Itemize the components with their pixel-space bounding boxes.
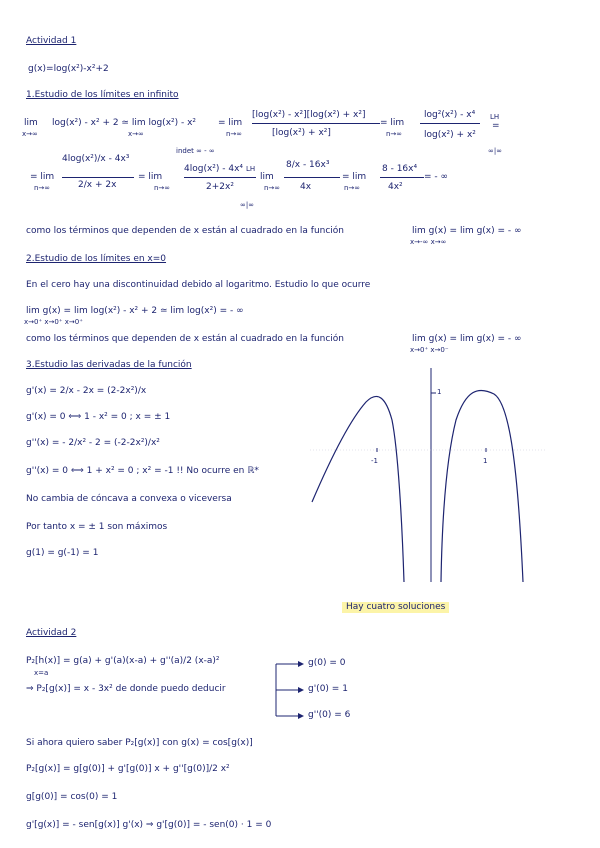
inf-over-inf-label: ∞|∞: [488, 147, 503, 155]
taylor-sub: x=a: [34, 669, 49, 677]
limit2-eq-4: = lim: [342, 172, 367, 182]
conclusion2-limit: lim g(x) = lim g(x) = - ∞: [412, 334, 522, 344]
limit2-frac-den: 2/x + 2x: [78, 180, 117, 190]
result-g1: g'(0) = 1: [308, 684, 348, 694]
solutions-highlight: Hay cuatro soluciones: [342, 602, 449, 613]
limit2-eq-2: = lim: [138, 172, 163, 182]
limit2-sub-4: n→∞: [344, 184, 361, 192]
limit-expression: log(x²) - x² + 2 ≃ lim log(x²) - x²: [52, 118, 197, 128]
taylor-polynomial: P₂[h(x)] = g(a) + g'(a)(x-a) + g''(a)/2 (x-a)²: [26, 656, 220, 666]
lhopital-label: LH: [490, 113, 500, 121]
limit-sub-3: n→∞: [226, 130, 243, 138]
conclusion1-limit: lim g(x) = lim g(x) = - ∞: [412, 226, 522, 236]
limit2-eq-3: lim: [260, 172, 274, 182]
result-g2: g''(0) = 6: [308, 710, 351, 720]
deduce-line: ⇒ P₂[g(x)] = x - 3x² de donde puedo deducir: [26, 684, 226, 694]
conclusion1-text: como los términos que dependen de x están al cuadrado en la función: [26, 226, 345, 236]
limit2-sub-3: n→∞: [264, 184, 281, 192]
function-definition: g(x)=log(x²)-x²+2: [28, 64, 109, 74]
conclusion2-sub: x→0⁺ x→0⁻: [410, 346, 449, 354]
section3-title: 3.Estudio las derivadas de la función: [26, 360, 192, 370]
limit-sub-2: x→∞: [128, 130, 144, 138]
function-values: g(1) = g(-1) = 1: [26, 548, 99, 558]
limit2-eq: = lim: [30, 172, 55, 182]
section1-title: 1.Estudio de los límites en infinito: [26, 90, 179, 100]
limit-eq-2: = lim: [380, 118, 405, 128]
section2-limit: lim g(x) = lim log(x²) - x² + 2 ≃ lim log(x²) = - ∞: [26, 306, 244, 316]
question-line: Si ahora quiero saber P₂[g(x)] con g(x) = cos[g(x)]: [26, 738, 253, 748]
limit2-frac2-num: 4log(x²) - 4x⁴: [184, 164, 244, 174]
section2-title: 2.Estudio de los límites en x=0: [26, 254, 167, 264]
limit2-result: = - ∞: [424, 172, 449, 182]
section2-limit-sub: x→0⁺ x→0⁺ x→0⁺: [24, 318, 83, 326]
limit2-frac4-num: 8 - 16x⁴: [382, 164, 418, 174]
second-derivative-zero: g''(x) = 0 ⟺ 1 + x² = 0 ; x² = -1 !! No ocurre en ℝ*: [26, 466, 259, 476]
composition-derivative: g'[g(x)] = - sen[g(x)] g'(x) ⇒ g'[g(0)] = - sen(0) · 1 = 0: [26, 820, 272, 830]
limit2-frac4-den: 4x²: [388, 182, 403, 192]
limit-eq: = lim: [218, 118, 243, 128]
limit2-frac2-den: 2+2x²: [206, 182, 234, 192]
section2-text: En el cero hay una discontinuidad debido al logaritmo. Estudio lo que ocurre: [26, 280, 371, 290]
limit2-sub-2: n→∞: [154, 184, 171, 192]
limit2-frac-num: 4log(x²)/x - 4x³: [62, 154, 130, 164]
graph-max-label: 1: [437, 388, 442, 396]
composition-value: g[g(0)] = cos(0) = 1: [26, 792, 118, 802]
fraction-denominator: [log(x²) + x²]: [272, 128, 331, 138]
activity2-title: Actividad 2: [26, 628, 77, 638]
limit2-sub: n→∞: [34, 184, 51, 192]
result-g0: g(0) = 0: [308, 658, 346, 668]
limit2-inf-label: ∞|∞: [240, 201, 255, 209]
activity1-title: Actividad 1: [26, 36, 77, 46]
fraction2-denominator: log(x²) + x²: [424, 130, 476, 140]
limit2-lhopital: LH: [246, 165, 256, 173]
concavity-note: No cambia de cóncava a convexa o viceversa: [26, 494, 232, 504]
first-derivative: g'(x) = 2/x - 2x = (2-2x²)/x: [26, 386, 147, 396]
maxima-note: Por tanto x = ± 1 son máximos: [26, 522, 168, 532]
graph-pos-label: 1: [483, 457, 488, 465]
limit-lim: lim: [24, 118, 38, 128]
conclusion2-text: como los términos que dependen de x están al cuadrado en la función: [26, 334, 345, 344]
first-derivative-zero: g'(x) = 0 ⟺ 1 - x² = 0 ; x = ± 1: [26, 412, 171, 422]
limit-sub-4: n→∞: [386, 130, 403, 138]
equals-sign: =: [492, 121, 500, 131]
indeterminate-label: indet ∞ - ∞: [176, 147, 215, 155]
conclusion1-sub: x→-∞ x→∞: [410, 238, 447, 246]
fraction2-numerator: log²(x²) - x⁴: [424, 110, 476, 120]
second-derivative: g''(x) = - 2/x² - 2 = (-2-2x²)/x²: [26, 438, 160, 448]
limit2-frac3-den: 4x: [300, 182, 312, 192]
limit2-frac3-num: 8/x - 16x³: [286, 160, 330, 170]
limit-sub: x→∞: [22, 130, 38, 138]
fraction-numerator: [log(x²) - x²][log(x²) + x²]: [252, 110, 366, 120]
second-taylor: P₂[g(x)] = g[g(0)] + g'[g(0)] x + g''[g(0)]/2 x²: [26, 764, 230, 774]
graph-neg-label: -1: [371, 457, 378, 465]
